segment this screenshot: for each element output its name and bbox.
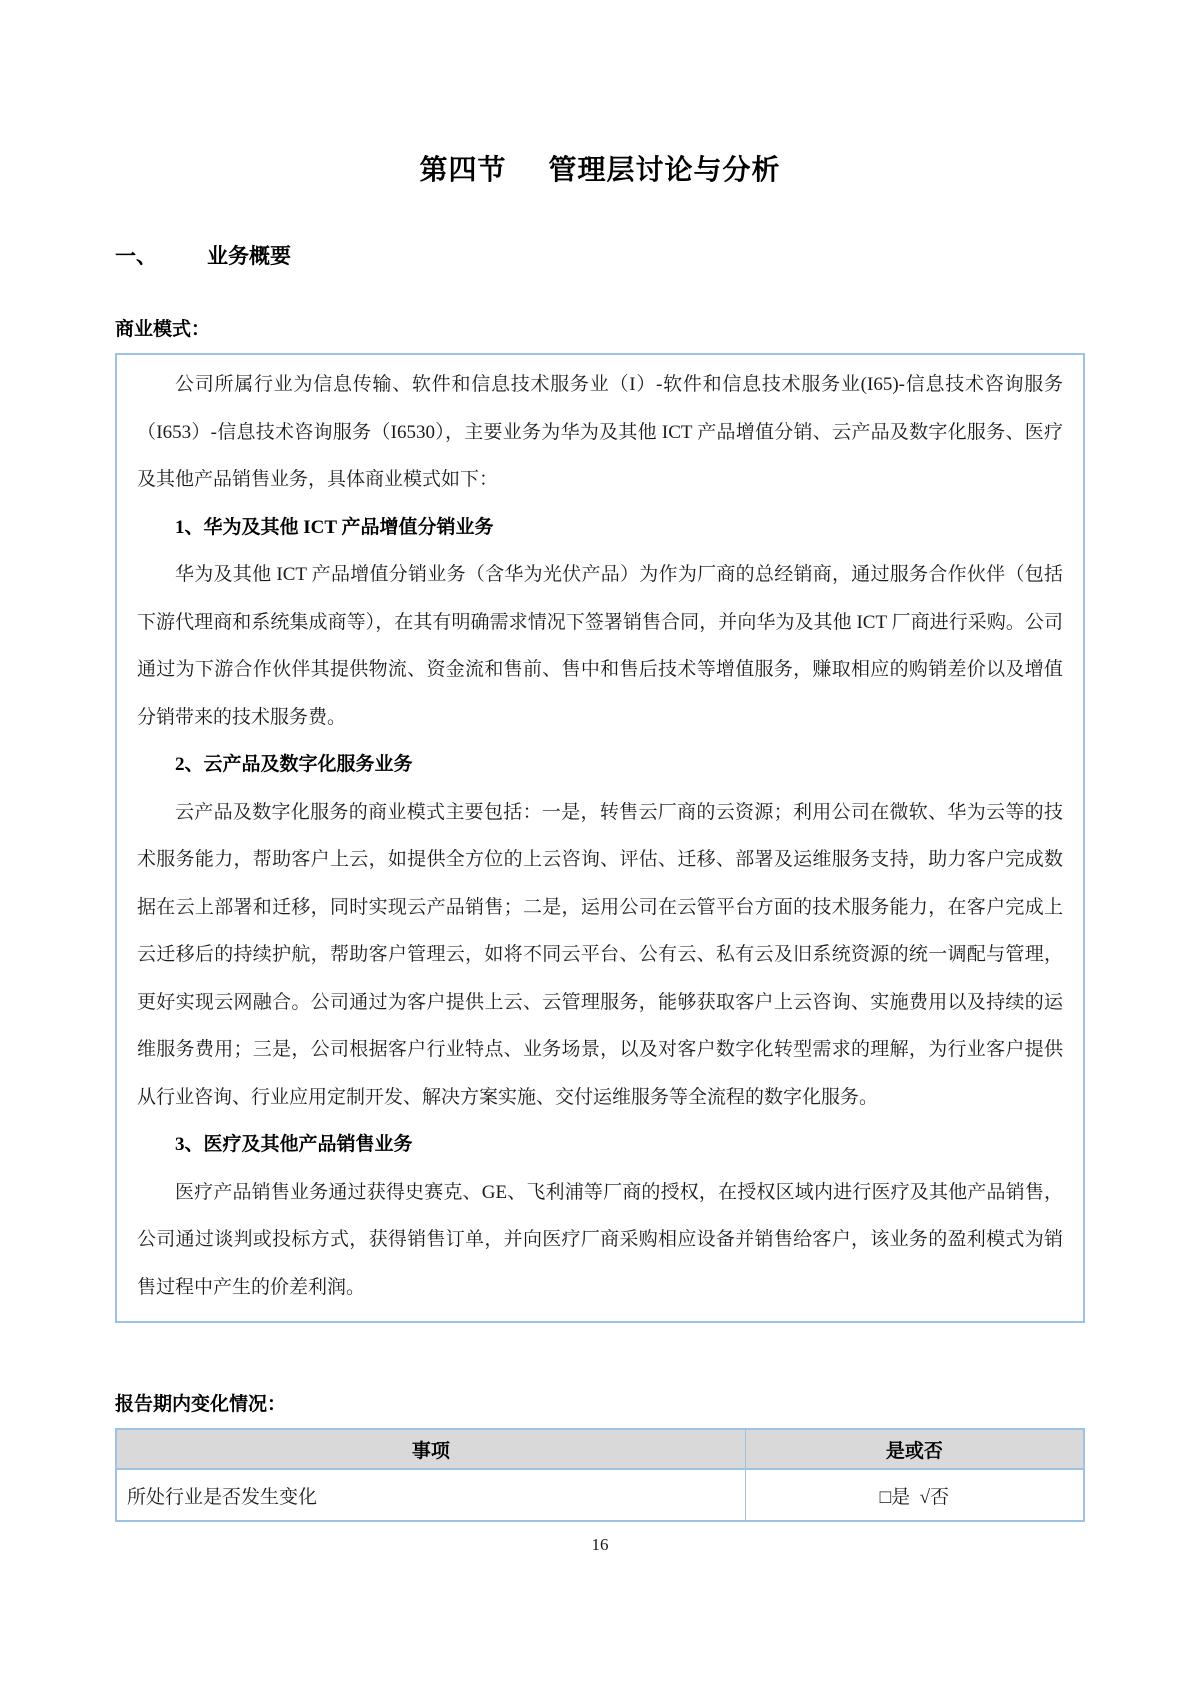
column-header-item: 事项 bbox=[116, 1429, 745, 1469]
sub-heading-2: 2、云产品及数字化服务业务 bbox=[175, 754, 413, 775]
business-model-label: 商业模式： bbox=[115, 319, 211, 340]
page-number: 16 bbox=[591, 1535, 609, 1554]
section-heading bbox=[115, 240, 1085, 270]
column-header-yesno: 是或否 bbox=[745, 1429, 1084, 1469]
paragraph: 华为及其他 ICT 产品增值分销业务（含华为光伏产品）为作为厂商的总经销商，通过服务合作伙伴（包括下游代理商和系统集成商等），在其有明确需求情况下签署销售合同，并向华为及其他 ICT 厂商进行采购。公司通过为下游合作伙伴其提供物流、资金流和售前、售中和售后技术等增值服务，赚取相应的购销差价以及增值分销带来的技术服务费。 bbox=[137, 564, 1063, 728]
page-title-text: 管理层讨论与分析 bbox=[548, 154, 781, 185]
section-title: 业务概要 bbox=[207, 245, 291, 268]
sub-heading-1: 1、华为及其他 ICT 产品增值分销业务 bbox=[175, 516, 494, 538]
paragraph: 云产品及数字化服务的商业模式主要包括：一是，转售云厂商的云资源；利用公司在微软、华为云等的技术服务能力，帮助客户上云，如提供全方位的上云咨询、评估、迁移、部署及运维服务支持，助力客户完成数据在云上部署和迁移，同时实现云产品销售；二是，运用公司在云管平台方面的技术服务能力，在客户完成上云迁移后的持续护航，帮助客户管理云，如将不同云平台、公有云、私有云及旧系统资源的统一调配与管理，更好实现云网融合。公司通过为客户提供上云、云管理服务，能够获取客户上云咨询、实施费用以及持续的运维服务费用；三是，公司根据客户行业特点、业务场景，以及对客户数字化转型需求的理解，为行业客户提供从行业咨询、行业应用定制开发、解决方案实施、交付运维服务等全流程的数字化服务。 bbox=[137, 801, 1063, 1108]
changes-label: 报告期内变化情况： bbox=[115, 1394, 287, 1415]
item-cell: 所处行业是否发生变化 bbox=[116, 1469, 745, 1521]
paragraph: 公司所属行业为信息传输、软件和信息技术服务业（I）-软件和信息技术服务业(I65)-信息技术咨询服务（I653）-信息技术咨询服务（I6530），主要业务为华为及其他 ICT 产品增值分销、云产品及数字化服务、医疗及其他产品销售业务，具体商业模式如下： bbox=[137, 374, 1063, 490]
section-number: 一、 bbox=[115, 245, 157, 268]
page-title bbox=[115, 0, 1085, 188]
page-title-section: 第四节 bbox=[419, 154, 507, 185]
paragraph: 医疗产品销售业务通过获得史赛克、GE、飞利浦等厂商的授权，在授权区域内进行医疗及其他产品销售，公司通过谈判或投标方式，获得销售订单，并向医疗厂商采购相应设备并销售给客户，该业务的盈利模式为销售过程中产生的价差利润。 bbox=[137, 1181, 1063, 1298]
business-model-box bbox=[115, 353, 1085, 1323]
sub-heading-3: 3、医疗及其他产品销售业务 bbox=[175, 1134, 413, 1155]
answer-cell: □是 √否 bbox=[745, 1469, 1084, 1521]
table-header-row bbox=[116, 1429, 1084, 1469]
table-row bbox=[116, 1469, 1084, 1521]
changes-table bbox=[115, 1428, 1085, 1522]
